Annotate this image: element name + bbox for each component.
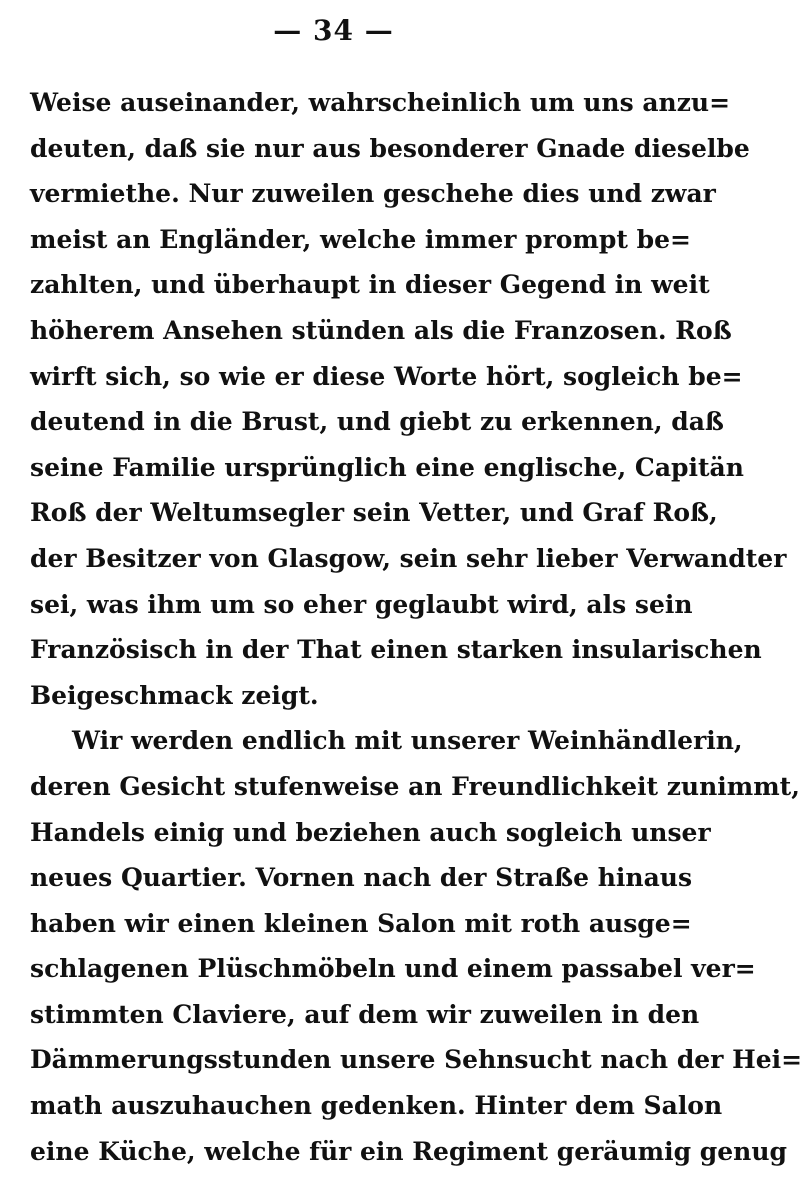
- text-line: haben wir einen kleinen Salon mit roth ausge=: [30, 908, 692, 938]
- text-line: eine Küche, welche für ein Regiment geräumig genug: [30, 1136, 788, 1166]
- text-line: Roß der Weltumsegler sein Vetter, und Graf Roß,: [30, 498, 718, 528]
- text-line: seine Familie ursprünglich eine englische, Capitän: [30, 452, 744, 482]
- text-line: Weise auseinander, wahrscheinlich um uns anzu=: [30, 88, 731, 117]
- text-line: stimmten Claviere, auf dem wir zuweilen in den: [30, 999, 700, 1029]
- text-line: wirft sich, so wie er diese Worte hört, sogleich be=: [30, 361, 743, 391]
- paragraph-1: [30, 80, 787, 718]
- text-line: Französisch in der That einen starken insularischen: [30, 635, 762, 665]
- text-line: vermiethe. Nur zuweilen geschehe dies und zwar: [30, 179, 716, 209]
- page-number: — 34 —: [273, 14, 394, 47]
- text-line: math auszuhauchen gedenken. Hinter dem Salon: [30, 1091, 723, 1121]
- text-line: deren Gesicht stufenweise an Freundlichkeit zunimmt,: [30, 771, 800, 801]
- page-body: [30, 80, 802, 1174]
- text-line: meist an Engländer, welche immer prompt be=: [30, 224, 691, 254]
- text-line: Handels einig und beziehen auch sogleich unser: [30, 817, 711, 847]
- text-line: Dämmerungsstunden unsere Sehnsucht nach der Hei=: [30, 1045, 802, 1075]
- text-line: deuten, daß sie nur aus besonderer Gnade dieselbe: [30, 133, 750, 163]
- text-line: Wir werden endlich mit unserer Weinhändlerin,: [72, 726, 743, 756]
- text-line: deutend in die Brust, und giebt zu erkennen, daß: [30, 407, 724, 437]
- text-line: sei, was ihm um so eher geglaubt wird, als sein: [30, 589, 693, 619]
- text-line: schlagenen Plüschmöbeln und einem passabel ver=: [30, 954, 756, 984]
- text-line: höherem Ansehen stünden als die Franzosen. Roß: [30, 315, 732, 345]
- paragraph-2: [30, 718, 802, 1174]
- text-line: der Besitzer von Glasgow, sein sehr lieber Verwandter: [30, 543, 787, 573]
- text-line: Beigeschmack zeigt.: [30, 680, 319, 710]
- text-line: zahlten, und überhaupt in dieser Gegend in weit: [30, 270, 710, 300]
- text-line: neues Quartier. Vornen nach der Straße hinaus: [30, 863, 693, 893]
